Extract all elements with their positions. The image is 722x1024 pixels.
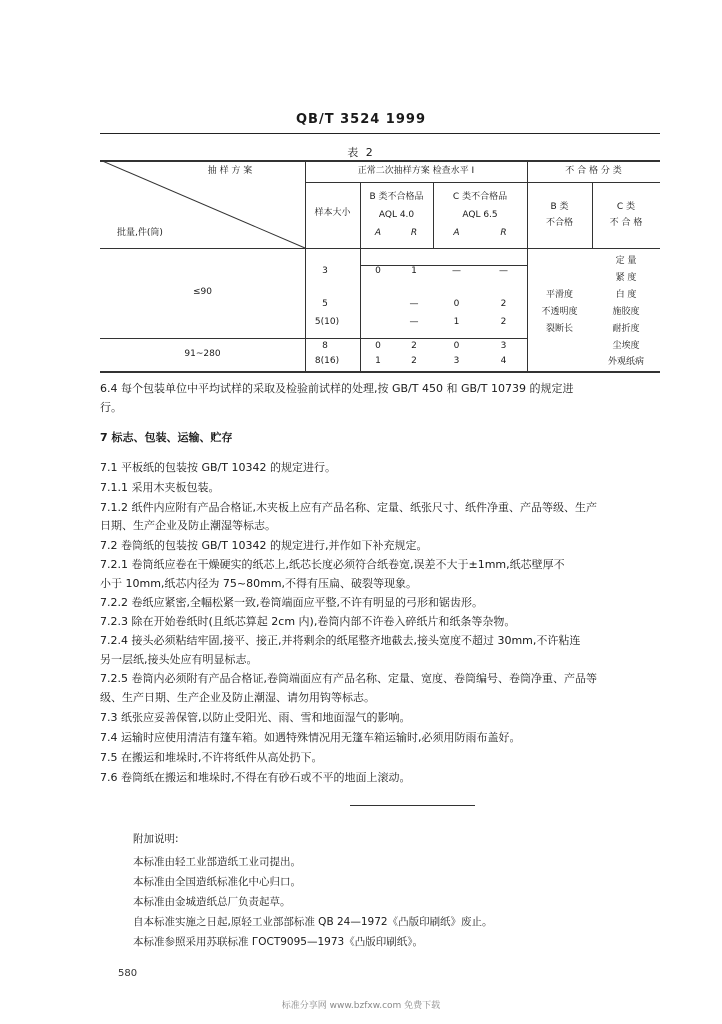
page-number: 580 — [118, 968, 138, 979]
table-subhead-line — [305, 182, 527, 183]
col-c-class: C 类 — [616, 202, 636, 212]
b-item: 平滑度 — [545, 290, 573, 300]
b-item: 不透明度 — [541, 307, 578, 317]
clause-7-3: 7.3 纸张应妥善保管,以防止受阳光、雨、雪和地面湿气的影响。 — [100, 711, 411, 724]
clause-7-4: 7.4 运输时应使用清洁有篷车箱。如遇特殊情况用无篷车箱运输时,必须用防雨布盖好。 — [100, 731, 521, 744]
watermark-footer: 标准分享网 www.bzfxw.com 免费下载 — [281, 1001, 441, 1011]
note-line: 本标准由金城造纸总厂负责起草。 — [133, 896, 291, 908]
batch-le-90: ≤90 — [193, 287, 212, 297]
col-b-ac: A — [374, 228, 382, 238]
clause-7-1-2: 7.1.2 纸件内应附有产品合格证,木夹板上应有产品名称、定量、纸张尺寸、纸件净重、产品等级、生产 — [100, 501, 597, 514]
note-heading: 附加说明: — [133, 833, 179, 845]
clause-7-2-1: 7.2.1 卷筒纸应卷在干燥硬实的纸芯上,纸芯长度必须符合纸卷宽,误差不大于±1mm,纸芯壁厚不 — [100, 558, 565, 571]
col-c-aql: AQL 6.5 — [462, 210, 498, 220]
note-line: 本标准由全国造纸标准化中心归口。 — [133, 876, 301, 888]
clause-7-2: 7.2 卷筒纸的包装按 GB/T 10342 的规定进行,并作如下补充规定。 — [100, 539, 428, 552]
col-c-title: C 类不合格品 — [452, 192, 508, 202]
b-item: 裂断长 — [545, 324, 573, 334]
col-b-class: B 类 — [550, 202, 569, 212]
clause-7-2-2: 7.2.2 卷纸应紧密,全幅松紧一致,卷筒端面应平整,不许有明显的弓形和锯齿形。 — [100, 596, 483, 609]
standard-header: QB/T 3524 1999 — [296, 112, 426, 127]
clause-7-5: 7.5 在搬运和堆垛时,不许将纸件从高处扔下。 — [100, 751, 323, 764]
clause-7-1-1: 7.1.1 采用木夹板包装。 — [100, 481, 220, 494]
c-item: 紧 度 — [615, 273, 637, 283]
col-sample-size: 样本大小 — [314, 208, 351, 218]
clause-6-4: 6.4 每个包装单位中平均试样的采取及检验前试样的处理,按 GB/T 450 和 GB/T 10739 的规定进 — [100, 382, 574, 395]
c-item: 耐折度 — [612, 324, 640, 334]
clause-7-6: 7.6 卷筒纸在搬运和堆垛时,不得在有砂石或不平的地面上滚动。 — [100, 771, 411, 784]
section-7-heading: 7 标志、包装、运输、贮存 — [100, 431, 233, 444]
batch-91-280: 91~280 — [184, 349, 221, 359]
c-item: 外观纸病 — [607, 357, 644, 367]
clause-7-2-4: 7.2.4 接头必须粘结牢固,接平、接正,并将剩余的纸尾整齐地截去,接头宽度不超过 30mm,不许粘连 — [100, 634, 581, 647]
note-line: 本标准由轻工业部造纸工业司提出。 — [133, 856, 301, 868]
col-b-aql: AQL 4.0 — [378, 210, 415, 220]
head-normal-plan: 正常二次抽样方案 检查水平 I — [357, 166, 475, 176]
table-vline-3 — [527, 160, 528, 372]
clause-7-2-1-cont: 小于 10mm,纸芯内径为 75~80mm,不得有压扁、破裂等现象。 — [100, 577, 418, 590]
col-c-re: R — [500, 228, 507, 238]
table-batch-divider — [100, 338, 527, 339]
sampling-table: 抽 样 方 案 批量,件(筒) 正常二次抽样方案 检查水平 I 不 合 格 分 类 样本大小 B 类不合格品 AQL 4.0 A R C 类不合格品 AQL 6.5 A R B 类 不合格 C 类 不 合 格 ≤90 91~280 3 0 1 — — 5 — 0 2 5(10) — 1 2 8 0 2 0 3 8(16) 1 2 3 4 平滑度 不透明度 裂断长 定 量 紧 度 白 度 施胶度 耐折度 尘埃度 外观纸病 — [100, 160, 660, 372]
c-item: 施胶度 — [612, 307, 640, 317]
table-vline-5 — [592, 182, 593, 248]
c-item: 白 度 — [615, 290, 637, 300]
clause-7-1: 7.1 平板纸的包装按 GB/T 10342 的规定进行。 — [100, 461, 336, 474]
note-line: 自本标准实施之日起,原轻工业部部标准 QB 24—1972《凸版印刷纸》废止。 — [133, 916, 493, 928]
clause-6-4-cont: 行。 — [100, 401, 122, 414]
clause-7-2-5-cont: 级、生产日期、生产企业及防止潮湿、请勿用钩等标志。 — [100, 691, 375, 704]
col-b-class-2: 不合格 — [545, 218, 573, 228]
col-c-ac: A — [453, 228, 460, 238]
header-rule — [100, 133, 660, 134]
head-batch: 批量,件(筒) — [117, 228, 163, 238]
clause-7-1-2-cont: 日期、生产企业及防止潮湿等标志。 — [100, 519, 276, 532]
col-b-title: B 类不合格品 — [369, 192, 424, 202]
table-bottom-border — [100, 371, 660, 373]
head-sampling: 抽 样 方 案 — [207, 166, 253, 176]
section-separator — [350, 805, 475, 806]
clause-7-2-3: 7.2.3 除在开始卷纸时(且纸芯算起 2cm 内),卷筒内部不许卷入碎纸片和纸条等杂物。 — [100, 615, 516, 628]
head-nonconform: 不 合 格 分 类 — [565, 166, 622, 176]
col-b-re: R — [410, 228, 418, 238]
clause-7-2-5: 7.2.5 卷筒内必须附有产品合格证,卷筒端面应有产品名称、定量、宽度、卷筒编号、卷筒净重、产品等 — [100, 672, 597, 685]
c-item: 定 量 — [615, 256, 637, 266]
table-header-bottom-right — [527, 248, 660, 249]
clause-7-2-4-cont: 另一层纸,接头处应有明显标志。 — [100, 653, 258, 666]
c-item: 尘埃度 — [612, 341, 640, 351]
note-line: 本标准参照采用苏联标准 ГОСТ9095—1973《凸版印刷纸》。 — [133, 936, 423, 948]
table-right-subhead — [527, 182, 660, 183]
table-title: 表 2 — [347, 146, 375, 159]
col-c-class-2: 不 合 格 — [609, 218, 643, 228]
